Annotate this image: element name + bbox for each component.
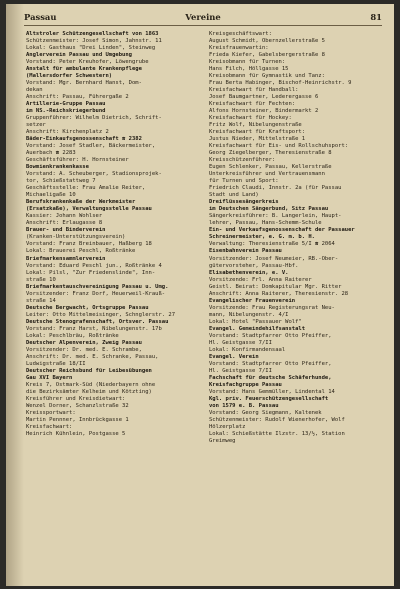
- entry-line: Kreisfachwart:: [26, 423, 73, 430]
- entry-line: Anschrift: Dr. med. E. Schranke, Passau,: [26, 353, 159, 360]
- entry-line: Vorstand: Peter Kreuhofer, Löwengrube: [26, 59, 149, 66]
- entry-heading: von 1579 e. B. Passau: [209, 402, 279, 409]
- entry-heading: Altstroler Schützengesellschaft von 1863: [26, 31, 159, 37]
- book-page: [6, 4, 394, 586]
- entry-heading: Deutsche Bergwacht, Ortsgruppe Passau: [26, 304, 149, 311]
- entry-line: Geschäftsführer: H. Hornsteiner: [26, 157, 129, 164]
- entry-line: Kreisführer und Kreisdietwart:: [26, 395, 126, 402]
- entry-line: Anschrift: Kirchenplatz 2: [26, 129, 109, 136]
- entry-heading: Anstalt für ambulante Krankenpflege: [26, 66, 142, 73]
- entry-line: Vorstand: Eduard Peschl jun., Roßtränke 4: [26, 262, 162, 269]
- entry-line: straße 14: [26, 297, 56, 304]
- entry-heading: Deutscher Reichsbund für Leibesübungen: [26, 367, 152, 374]
- entry-line: Unterkreisführer und Vertrauensmann: [209, 171, 325, 178]
- entry-line: mann, Nibelungenstr. 4/I: [209, 311, 289, 318]
- entry-line: August Schmidt, Obernzellerstraße 5: [209, 38, 325, 45]
- entry-line: dekan: [26, 87, 43, 94]
- entry-line: Vorsitzender: Franz Dorf, Heuerweil-Krauß-: [26, 290, 166, 297]
- entry-line: Alfons Hornsteiner, Bindermarkt 2: [209, 108, 319, 115]
- entry-heading: Evangel. Gemeindehilfsanstalt: [209, 325, 306, 332]
- entry-line: Kreisfachwart für Hockey:: [209, 115, 292, 122]
- entry-heading: Deutscher Alpenverein, Zweig Passau: [26, 339, 142, 346]
- entry-heading: im NS.-Reichskriegerbund: [26, 108, 106, 115]
- entry-line: Vorstand: Stadtpfarrer Otto Pfeiffer,: [209, 360, 332, 367]
- entry-heading: Gau XVI Bayern: [26, 374, 73, 381]
- entry-line: Vorstand: Franz Breinbauer, Haßberg 18: [26, 241, 152, 248]
- entry-heading: Anglerverein Passau und Umgebung: [26, 52, 132, 59]
- entry-line: Hölzerplatz: [209, 423, 246, 430]
- entry-line: Vorsitzender: Josef Neumeier, RB.-Ober-: [209, 255, 339, 262]
- entry-line: Greimweg: [209, 437, 236, 444]
- entry-heading: Evangel. Verein: [209, 353, 259, 360]
- entry-line: Stadt und Land): [209, 192, 259, 199]
- binding-shadow: [6, 4, 24, 586]
- entry-line: Georg Ziegelberger, Theresienstraße 8: [209, 150, 332, 157]
- entry-heading: Schreinermeister, e. G. m. b. H.: [209, 234, 315, 241]
- entry-line: Vorstand: Franz Harst, Nibelungenstr. 17b: [26, 325, 162, 332]
- entry-heading: Artillerie-Gruppe Passau: [26, 101, 106, 108]
- entry-line: Vorsitzende: Frau Registerungsrat Neu-: [209, 304, 335, 311]
- entry-line: für Turnen und Sport:: [209, 178, 279, 185]
- entry-line: Lokal: Konfirmandensaal: [209, 346, 286, 353]
- entry-line: Martin Pennner, Innbrückgasse 1: [26, 416, 129, 423]
- entry-line: Lokal: Brauerei Peschl, Roßtränke: [26, 248, 136, 255]
- entry-heading: Bäder-Einkaufsgenossenschaft ☎ 2382: [26, 136, 142, 143]
- entry-line: Kreisfachwart für Handball:: [209, 87, 299, 94]
- entry-line: tor, Schießstattweg 7: [26, 178, 96, 185]
- entry-line: Auerbach ☎ 2283: [26, 150, 76, 157]
- entry-line: Vorstand: A. Scheuberger, Stadionsprojek-: [26, 171, 162, 178]
- header-city: Passau: [24, 12, 57, 22]
- entry-heading: Eisenbahnverein Passau: [209, 248, 282, 255]
- entry-heading: im Deutschen Sängerbund, Sitz Passau: [209, 206, 329, 213]
- entry-line: Gruppenführer: Wilhelm Dietrich, Schrift-: [26, 115, 162, 122]
- entry-heading: Deutsche Stenografenschaft, Ortsver. Passau: [26, 318, 169, 325]
- entry-line: Lokal: Hotel "Passauer Wolf": [209, 318, 302, 325]
- entry-line: Kreisobmann für Turnen:: [209, 59, 286, 66]
- entry-line: Lokal: Peschlbräu, Roßtränke: [26, 332, 119, 339]
- entry-heading: Fachschaft für deutsche Schäferhunde,: [209, 374, 332, 381]
- entry-heading: (Ersatzkaße), Verwaltungsstelle Passau: [26, 206, 152, 213]
- entry-line: Frieda Kiefer, Gabelsbergerstraße 8: [209, 52, 325, 59]
- entry-line: Lokal: Gasthaus "Drei Linden", Steinweg: [26, 45, 156, 52]
- entry-line: Wenzel Dorner, Schanzlstraße 32: [26, 402, 129, 409]
- entry-line: Hans Filch, Höllgasse 15: [209, 66, 289, 73]
- entry-line: Schützenmeister: Rudolf Wienerhofer, Wolf: [209, 416, 345, 423]
- entry-line: Kreisschützenführer:: [209, 157, 276, 164]
- entry-line: Vorstand: Stadtpfarrer Otto Pfeiffer,: [209, 332, 332, 339]
- entry-line: Josef Baumgartner, Lederergasse 6: [209, 94, 319, 101]
- entry-line: Hl. Geistgasse 7/II: [209, 367, 272, 374]
- entry-line: Kreisfachwart für Kraftsport:: [209, 129, 306, 136]
- entry-heading: (Mallersdorfer Schwestern): [26, 73, 113, 80]
- entry-line: Schützenmeister: Josef Simon, Jahnstr. 11: [26, 38, 162, 45]
- entry-heading: Elisabethenverein, e. V.: [209, 269, 289, 276]
- header-section-title: Vereine: [185, 12, 221, 22]
- entry-line: Kreisgeschäftswart:: [209, 31, 272, 37]
- entry-line: Sängerkreisführer: B. Langerlein, Haupt-: [209, 213, 342, 220]
- entry-line: Vorsitzender: Dr. med. E. Schrambe,: [26, 346, 142, 353]
- right-column: [209, 31, 385, 445]
- entry-line: Verwaltung: Theresienstraße 5/I ☎ 2064: [209, 241, 335, 248]
- entry-line: Lokal: Pilsl, "Zur Friedenslinde", Inn-: [26, 269, 156, 276]
- entry-line: Kassier: Johann Wohlser: [26, 213, 103, 220]
- entry-heading: Evangelischer Frauenverein: [209, 297, 296, 304]
- entry-line: die Bezirksämter Kelheim und Kötzting): [26, 388, 152, 395]
- entry-line: straße 10: [26, 276, 56, 283]
- entry-line: Vorstand: Georg Siegmann, Kaltenek: [209, 409, 322, 416]
- entry-line: Eugen Schlenker, Passau, Kellerstraße: [209, 164, 332, 171]
- page-number: 81: [370, 12, 382, 22]
- entry-line: Justus Nieder, Mittelstraße 1: [209, 136, 306, 143]
- entry-line: Hl. Geistgasse 7/II: [209, 339, 272, 346]
- entry-line: Ludwigstraße 18/II: [26, 360, 86, 367]
- entry-line: Vorstand: Hans Gemmüller, Lindental 14: [209, 388, 335, 395]
- entry-line: Geistl. Beirat: Domkapitular Mgr. Ritter: [209, 283, 342, 290]
- entry-line: Vorsitzende: Frl. Anna Raiterer: [209, 276, 312, 283]
- entry-heading: Brauer- und Binderverein: [26, 227, 106, 234]
- entry-line: Lokal: Schießstätte Ilzstr. 13/½, Station: [209, 430, 345, 437]
- entry-line: Kreissportwart:: [26, 409, 76, 416]
- left-column: [26, 31, 204, 438]
- entry-heading: Ein- und Verkaufsgenossenschaft der Passauer: [209, 227, 355, 234]
- entry-line: Anschrift: Anna Raiterer, Theresienstr. 28: [209, 290, 349, 297]
- entry-line: Vorstand: Mgr. Bernhard Hanst, Dom-: [26, 80, 142, 87]
- entry-line: (Kranken-Unterstützungsverein): [26, 234, 126, 241]
- entry-line: Vorstand: Josef Stadler, Bäckermeister,: [26, 143, 156, 150]
- entry-line: Kreisfachwart für Eis- und Rollschuhsport:: [209, 143, 349, 150]
- entry-line: Kreisfachwart für Fechten:: [209, 101, 296, 108]
- entry-line: Anschrift: Erlaugasse 8: [26, 220, 103, 227]
- entry-heading: Berufskrankenkaße der Werkmeister: [26, 199, 136, 206]
- entry-heading: Dreiflüssesängerkreis: [209, 199, 279, 206]
- entry-line: Friedrich Claudi, Innstr. 2a (für Passau: [209, 185, 342, 192]
- entry-line: Kreisfrauenwartin:: [209, 45, 269, 52]
- header-rule: [24, 25, 382, 26]
- entry-line: Geschäftsstelle: Frau Amalie Reiter,: [26, 185, 146, 192]
- entry-heading: Kgl. priv. Feuerschützengesellschaft: [209, 395, 329, 402]
- entry-heading: Bowmienkrankenkasse: [26, 164, 89, 171]
- entry-line: Kreisobmann für Gymnastik und Tanz:: [209, 73, 325, 80]
- entry-line: Fritz Wolf, Nibelungenstraße: [209, 122, 302, 129]
- entry-line: Leiter: Otto Mittelmeisinger, Schnglerstr. 27: [26, 311, 176, 318]
- entry-line: gütervorsteher, Passau-Hbf.: [209, 262, 299, 269]
- entry-line: Kreis 7, Ostmark-Süd (Niederbayern ohne: [26, 381, 156, 388]
- entry-line: Frau Berta Habinger, Bischof-Heinrichstr. 9: [209, 80, 352, 87]
- entry-heading: Briefmarkentauschvereinigung Passau u. Umg.: [26, 283, 169, 290]
- entry-line: lehrer, Passau, Hans-Schemm-Schule: [209, 220, 322, 227]
- entry-heading: Briefmarkensammlerverein: [26, 255, 106, 262]
- entry-line: setzer: [26, 122, 46, 129]
- entry-heading: Kreisfachgruppe Passau: [209, 381, 282, 388]
- entry-line: Anschrift: Passau, Führergaße 2: [26, 94, 129, 101]
- entry-line: Heinrich Kühnlein, Postgasse 5: [26, 430, 126, 437]
- page-header: [24, 12, 382, 24]
- entry-line: Michaeligaße 10: [26, 192, 76, 199]
